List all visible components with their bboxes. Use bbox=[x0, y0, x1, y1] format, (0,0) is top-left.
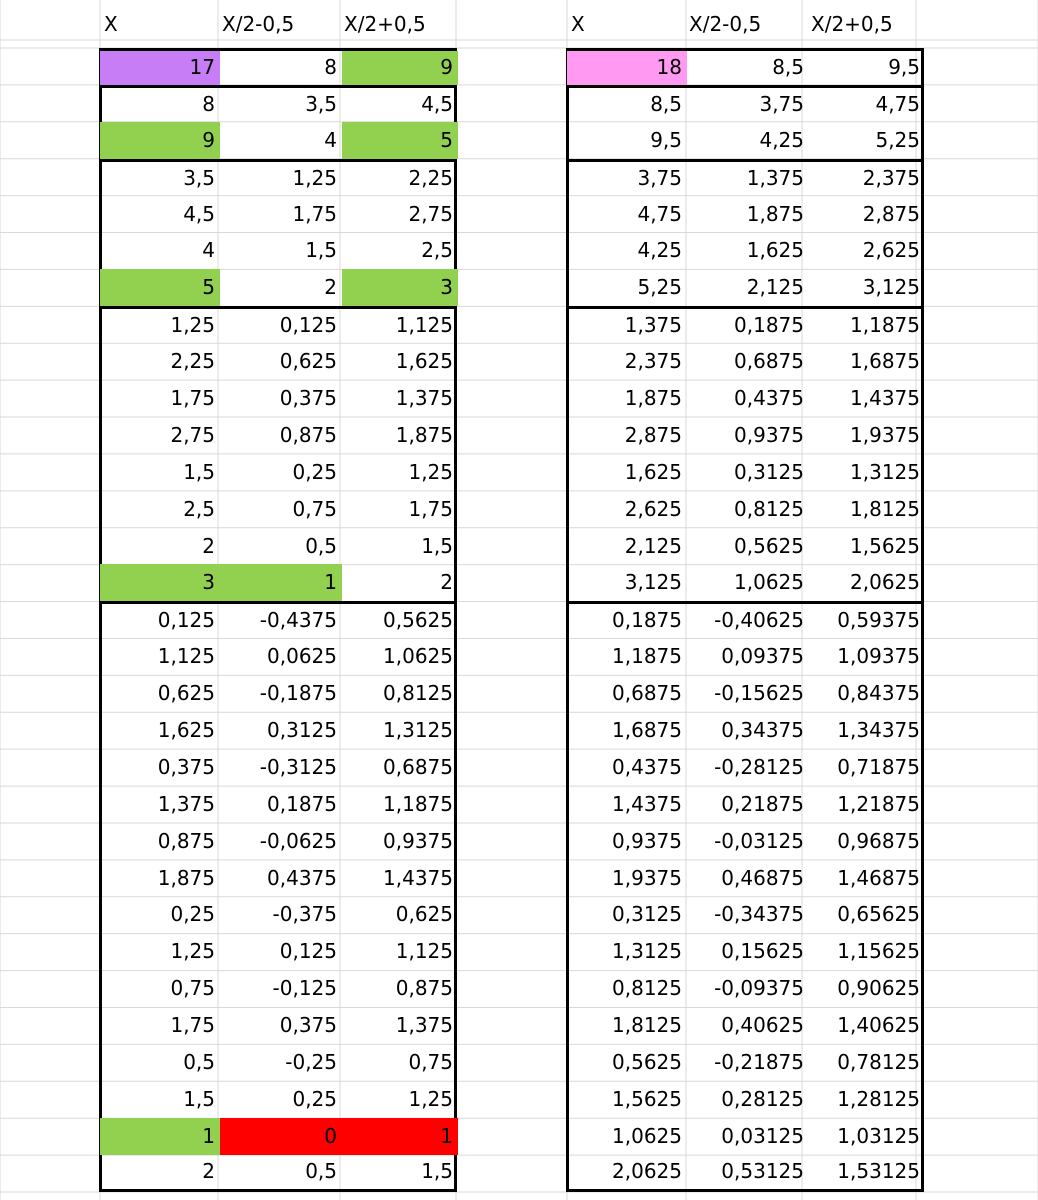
table-cell[interactable]: 1,875 bbox=[624, 386, 682, 411]
table-cell[interactable]: 0,8125 bbox=[383, 681, 453, 706]
table-cell[interactable]: 9,5 bbox=[888, 55, 920, 79]
table-cell[interactable]: 1,375 bbox=[624, 313, 682, 338]
table-cell[interactable]: 3,75 bbox=[759, 91, 804, 116]
table-cell[interactable]: 2,75 bbox=[408, 201, 453, 226]
table-row bbox=[102, 454, 454, 491]
table-cell[interactable]: 0,125 bbox=[279, 313, 337, 338]
table-cell[interactable]: 2,5 bbox=[183, 496, 215, 521]
table-cell[interactable]: 5 bbox=[100, 269, 220, 306]
table-row bbox=[569, 749, 921, 786]
table-cell[interactable]: 0,6875 bbox=[734, 349, 804, 374]
table-row bbox=[569, 1007, 921, 1044]
table-cell[interactable]: 1,5625 bbox=[612, 1086, 682, 1111]
table-row bbox=[102, 1007, 454, 1044]
table-row bbox=[569, 712, 921, 749]
table-cell[interactable]: 0,4375 bbox=[267, 865, 337, 890]
table-cell[interactable]: 1,5 bbox=[305, 238, 337, 263]
table-cell[interactable]: 1,9375 bbox=[850, 422, 920, 447]
table-cell[interactable]: 1,8125 bbox=[612, 1013, 682, 1038]
table-cell[interactable]: 1,375 bbox=[395, 386, 453, 411]
table-cell[interactable]: 5,25 bbox=[875, 127, 920, 152]
column-header[interactable]: X/2-0,5 bbox=[689, 12, 762, 36]
table-cell[interactable]: 4,75 bbox=[875, 91, 920, 116]
table-row bbox=[569, 269, 921, 306]
table-cell[interactable]: 1,9375 bbox=[612, 865, 682, 890]
table-cell[interactable]: 5 bbox=[342, 122, 458, 159]
table-row bbox=[102, 48, 454, 85]
table-row bbox=[569, 343, 921, 380]
table-cell[interactable]: 0,65625 bbox=[837, 902, 920, 927]
table-cell[interactable]: 3,75 bbox=[637, 165, 682, 190]
table-row bbox=[569, 1118, 921, 1155]
table-cell[interactable]: 1,0625 bbox=[734, 570, 804, 595]
table-cell[interactable]: 8 bbox=[202, 91, 215, 116]
table-cell[interactable]: 4,25 bbox=[637, 238, 682, 263]
table-cell[interactable]: -0,34375 bbox=[714, 902, 804, 927]
table-cell[interactable]: 1,1875 bbox=[612, 644, 682, 669]
column-header[interactable]: X bbox=[104, 12, 118, 36]
table-row bbox=[569, 638, 921, 675]
table-row bbox=[102, 1044, 454, 1081]
table-cell[interactable]: 2,25 bbox=[408, 165, 453, 190]
table-cell[interactable]: 3,125 bbox=[862, 275, 920, 300]
table-cell[interactable]: 4,75 bbox=[637, 201, 682, 226]
table-cell[interactable]: 0,625 bbox=[279, 349, 337, 374]
table-cell[interactable]: -0,375 bbox=[272, 902, 337, 927]
table-row bbox=[102, 380, 454, 417]
table-cell[interactable]: 0,4375 bbox=[612, 754, 682, 779]
column-header[interactable]: X bbox=[571, 12, 585, 36]
table-cell[interactable]: 1,3125 bbox=[612, 939, 682, 964]
table-cell[interactable]: 0,5625 bbox=[383, 608, 453, 633]
table-cell[interactable]: 1,4375 bbox=[850, 386, 920, 411]
table-cell[interactable]: 0,875 bbox=[157, 828, 215, 853]
right-table bbox=[567, 8, 923, 1183]
table-row bbox=[102, 675, 454, 712]
table-cell[interactable]: 1,625 bbox=[624, 459, 682, 484]
table-row bbox=[102, 343, 454, 380]
table-cell[interactable]: 0 bbox=[220, 1118, 342, 1155]
table-cell[interactable]: 0,125 bbox=[157, 608, 215, 633]
table-row bbox=[102, 269, 454, 306]
table-row bbox=[569, 454, 921, 491]
table-body bbox=[99, 48, 457, 1192]
table-cell[interactable]: 0,5 bbox=[183, 1050, 215, 1075]
table-cell[interactable]: 2 bbox=[324, 275, 337, 300]
table-cell[interactable]: 2 bbox=[202, 533, 215, 558]
table-cell[interactable]: 4,5 bbox=[421, 91, 453, 116]
table-cell[interactable]: 18 bbox=[567, 51, 687, 85]
table-cell[interactable]: 1,09375 bbox=[837, 644, 920, 669]
table-cell[interactable]: 1,53125 bbox=[837, 1158, 920, 1183]
table-cell[interactable]: 1,40625 bbox=[837, 1013, 920, 1038]
table-cell[interactable]: 0,9375 bbox=[612, 828, 682, 853]
table-cell[interactable]: 2,125 bbox=[624, 533, 682, 558]
table-cell[interactable]: 0,625 bbox=[157, 681, 215, 706]
table-cell[interactable]: 1,25 bbox=[170, 313, 215, 338]
table-row bbox=[569, 1081, 921, 1118]
table-cell[interactable]: -0,03125 bbox=[714, 828, 804, 853]
table-row bbox=[569, 122, 921, 159]
table-row bbox=[569, 380, 921, 417]
table-cell[interactable]: 1,15625 bbox=[837, 939, 920, 964]
table-row bbox=[569, 232, 921, 269]
table-cell[interactable]: 2,375 bbox=[862, 165, 920, 190]
table-row bbox=[569, 48, 921, 85]
table-cell[interactable]: 2,0625 bbox=[612, 1158, 682, 1183]
table-cell[interactable]: -0,15625 bbox=[714, 681, 804, 706]
table-cell[interactable]: 1,875 bbox=[746, 201, 804, 226]
table-cell[interactable]: 0,5625 bbox=[612, 1050, 682, 1075]
table-row bbox=[569, 196, 921, 233]
table-row bbox=[102, 1081, 454, 1118]
table-cell[interactable]: 0,09375 bbox=[721, 644, 804, 669]
table-cell[interactable]: 0,59375 bbox=[837, 608, 920, 633]
table-cell[interactable]: 5,25 bbox=[637, 275, 682, 300]
header-row bbox=[100, 8, 456, 40]
table-cell[interactable]: 0,375 bbox=[157, 754, 215, 779]
table-cell[interactable]: 0,0625 bbox=[267, 644, 337, 669]
table-cell[interactable]: 0,15625 bbox=[721, 939, 804, 964]
table-cell[interactable]: 1 bbox=[220, 564, 342, 601]
table-cell[interactable]: 1,4375 bbox=[612, 791, 682, 816]
table-row bbox=[102, 1118, 454, 1155]
table-cell[interactable]: 0,25 bbox=[292, 459, 337, 484]
table-row bbox=[102, 306, 454, 343]
table-cell[interactable]: 0,5 bbox=[305, 1158, 337, 1183]
table-cell[interactable]: 1,5 bbox=[421, 533, 453, 558]
table-cell[interactable]: 1,125 bbox=[157, 644, 215, 669]
table-cell[interactable]: 0,53125 bbox=[721, 1158, 804, 1183]
table-cell[interactable]: 1,46875 bbox=[837, 865, 920, 890]
table-cell[interactable]: 0,9375 bbox=[383, 828, 453, 853]
table-cell[interactable]: 1,75 bbox=[292, 201, 337, 226]
table-row bbox=[569, 896, 921, 933]
table-cell[interactable]: 2,875 bbox=[624, 422, 682, 447]
table-row bbox=[102, 896, 454, 933]
table-cell[interactable]: 1,0625 bbox=[612, 1123, 682, 1148]
table-cell[interactable]: 1,25 bbox=[408, 1086, 453, 1111]
table-cell[interactable]: 8,5 bbox=[772, 55, 804, 79]
table-cell[interactable]: 8 bbox=[324, 55, 337, 79]
table-row bbox=[102, 417, 454, 454]
table-cell[interactable]: 0,1875 bbox=[267, 791, 337, 816]
table-row bbox=[569, 85, 921, 122]
table-cell[interactable]: 1,125 bbox=[395, 939, 453, 964]
table-cell[interactable]: 0,1875 bbox=[734, 313, 804, 338]
table-cell[interactable]: 1,25 bbox=[292, 165, 337, 190]
table-row bbox=[102, 823, 454, 860]
table-cell[interactable]: 1,75 bbox=[408, 496, 453, 521]
table-cell[interactable]: 4,5 bbox=[183, 201, 215, 226]
table-cell[interactable]: 1,0625 bbox=[383, 644, 453, 669]
table-cell[interactable]: 2 bbox=[440, 570, 453, 595]
table-row bbox=[102, 933, 454, 970]
table-row bbox=[102, 232, 454, 269]
column-header[interactable]: X/2+0,5 bbox=[344, 12, 426, 36]
table-cell[interactable]: -0,28125 bbox=[714, 754, 804, 779]
table-cell[interactable]: 0,75 bbox=[292, 496, 337, 521]
table-cell[interactable]: 0,3125 bbox=[612, 902, 682, 927]
table-cell[interactable]: 0,1875 bbox=[612, 608, 682, 633]
table-cell[interactable]: 0,25 bbox=[292, 1086, 337, 1111]
table-row bbox=[569, 1044, 921, 1081]
table-row bbox=[569, 528, 921, 565]
table-cell[interactable]: 1,625 bbox=[395, 349, 453, 374]
table-row bbox=[569, 1155, 921, 1192]
table-cell[interactable]: 1,875 bbox=[157, 865, 215, 890]
table-cell[interactable]: 3 bbox=[100, 564, 220, 601]
table-row bbox=[102, 601, 454, 638]
table-cell[interactable]: 1,375 bbox=[746, 165, 804, 190]
table-cell[interactable]: 0,25 bbox=[170, 902, 215, 927]
table-cell[interactable]: 1,375 bbox=[157, 791, 215, 816]
table-cell[interactable]: 3,125 bbox=[624, 570, 682, 595]
table-row bbox=[102, 528, 454, 565]
table-cell[interactable]: -0,0625 bbox=[259, 828, 337, 853]
table-cell[interactable]: 1,5625 bbox=[850, 533, 920, 558]
table-row bbox=[102, 638, 454, 675]
table-cell[interactable]: 3 bbox=[342, 269, 458, 306]
table-cell[interactable]: 0,6875 bbox=[383, 754, 453, 779]
table-cell[interactable]: 0,78125 bbox=[837, 1050, 920, 1075]
table-cell[interactable]: 0,75 bbox=[170, 976, 215, 1001]
table-cell[interactable]: 1,5 bbox=[183, 1086, 215, 1111]
table-row bbox=[102, 122, 454, 159]
table-cell[interactable]: 0,84375 bbox=[837, 681, 920, 706]
table-cell[interactable]: 0,3125 bbox=[734, 459, 804, 484]
left-table bbox=[100, 8, 456, 1183]
table-cell[interactable]: 0,5 bbox=[305, 533, 337, 558]
table-cell[interactable]: 1,25 bbox=[408, 459, 453, 484]
table-cell[interactable]: 2,0625 bbox=[850, 570, 920, 595]
table-cell[interactable]: 1,3125 bbox=[850, 459, 920, 484]
table-cell[interactable]: -0,21875 bbox=[714, 1050, 804, 1075]
table-cell[interactable]: 0,875 bbox=[279, 422, 337, 447]
table-row bbox=[569, 159, 921, 196]
table-cell[interactable]: 1,28125 bbox=[837, 1086, 920, 1111]
table-cell[interactable]: 1,75 bbox=[170, 1013, 215, 1038]
table-cell[interactable]: 0,625 bbox=[395, 902, 453, 927]
table-cell[interactable]: 1,25 bbox=[170, 939, 215, 964]
table-cell[interactable]: 1,34375 bbox=[837, 718, 920, 743]
table-cell[interactable]: 1,875 bbox=[395, 422, 453, 447]
table-row bbox=[102, 1155, 454, 1192]
table-cell[interactable]: 0,03125 bbox=[721, 1123, 804, 1148]
table-row bbox=[102, 196, 454, 233]
table-row bbox=[569, 491, 921, 528]
table-cell[interactable]: 9 bbox=[100, 122, 220, 159]
table-cell[interactable]: 1,4375 bbox=[383, 865, 453, 890]
table-cell[interactable]: -0,3125 bbox=[259, 754, 337, 779]
table-row bbox=[102, 564, 454, 601]
table-cell[interactable]: 2,875 bbox=[862, 201, 920, 226]
table-cell[interactable]: 0,5625 bbox=[734, 533, 804, 558]
table-cell[interactable]: -0,125 bbox=[272, 976, 337, 1001]
table-row bbox=[102, 712, 454, 749]
table-cell[interactable]: 0,375 bbox=[279, 1013, 337, 1038]
table-row bbox=[102, 860, 454, 897]
table-cell[interactable]: -0,40625 bbox=[714, 608, 804, 633]
column-header[interactable]: X/2+0,5 bbox=[811, 12, 893, 36]
table-row bbox=[569, 933, 921, 970]
table-cell[interactable]: 2 bbox=[202, 1158, 215, 1183]
table-cell[interactable]: 3,5 bbox=[305, 91, 337, 116]
table-row bbox=[569, 860, 921, 897]
header-row bbox=[567, 8, 923, 40]
table-cell[interactable]: 1,8125 bbox=[850, 496, 920, 521]
table-row bbox=[569, 564, 921, 601]
table-cell[interactable]: 0,90625 bbox=[837, 976, 920, 1001]
table-cell[interactable]: 1 bbox=[100, 1118, 220, 1155]
table-cell[interactable]: 1,6875 bbox=[850, 349, 920, 374]
table-cell[interactable]: 0,34375 bbox=[721, 718, 804, 743]
table-row bbox=[102, 786, 454, 823]
table-row bbox=[569, 306, 921, 343]
table-cell[interactable]: 0,3125 bbox=[267, 718, 337, 743]
table-cell[interactable]: 0,4375 bbox=[734, 386, 804, 411]
table-cell[interactable]: 1,125 bbox=[395, 313, 453, 338]
table-cell[interactable]: 1 bbox=[342, 1118, 458, 1155]
table-cell[interactable]: 0,8125 bbox=[734, 496, 804, 521]
table-cell[interactable]: 2,125 bbox=[746, 275, 804, 300]
table-cell[interactable]: 2,625 bbox=[624, 496, 682, 521]
table-cell[interactable]: 0,96875 bbox=[837, 828, 920, 853]
column-header[interactable]: X/2-0,5 bbox=[222, 12, 295, 36]
table-cell[interactable]: 1,1875 bbox=[383, 791, 453, 816]
table-cell[interactable]: -0,4375 bbox=[259, 608, 337, 633]
table-cell[interactable]: -0,1875 bbox=[259, 681, 337, 706]
table-body bbox=[566, 48, 924, 1192]
table-cell[interactable]: 0,875 bbox=[395, 976, 453, 1001]
table-cell[interactable]: -0,09375 bbox=[714, 976, 804, 1001]
table-cell[interactable]: 0,6875 bbox=[612, 681, 682, 706]
table-cell[interactable]: 0,71875 bbox=[837, 754, 920, 779]
table-cell[interactable]: 2,5 bbox=[421, 238, 453, 263]
table-cell[interactable]: 1,625 bbox=[746, 238, 804, 263]
table-cell[interactable]: 1,21875 bbox=[837, 791, 920, 816]
table-cell[interactable]: 17 bbox=[100, 51, 220, 85]
table-cell[interactable]: 4 bbox=[324, 127, 337, 152]
table-cell[interactable]: 2,75 bbox=[170, 422, 215, 447]
table-cell[interactable]: 2,375 bbox=[624, 349, 682, 374]
table-cell[interactable]: 0,21875 bbox=[721, 791, 804, 816]
table-cell[interactable]: 9 bbox=[342, 51, 458, 85]
table-cell[interactable]: 8,5 bbox=[650, 91, 682, 116]
table-row bbox=[102, 749, 454, 786]
table-row bbox=[102, 85, 454, 122]
table-cell[interactable]: 1,1875 bbox=[850, 313, 920, 338]
table-cell[interactable]: 1,625 bbox=[157, 718, 215, 743]
table-row bbox=[569, 786, 921, 823]
table-cell[interactable]: 2,625 bbox=[862, 238, 920, 263]
table-cell[interactable]: 1,5 bbox=[183, 459, 215, 484]
table-cell[interactable]: 1,75 bbox=[170, 386, 215, 411]
table-row bbox=[569, 601, 921, 638]
table-row bbox=[569, 823, 921, 860]
table-row bbox=[569, 417, 921, 454]
table-cell[interactable]: 1,5 bbox=[421, 1158, 453, 1183]
table-row bbox=[102, 970, 454, 1007]
table-cell[interactable]: 1,03125 bbox=[837, 1123, 920, 1148]
table-row bbox=[569, 970, 921, 1007]
table-cell[interactable]: 0,75 bbox=[408, 1050, 453, 1075]
table-cell[interactable]: 0,28125 bbox=[721, 1086, 804, 1111]
table-cell[interactable]: 3,5 bbox=[183, 165, 215, 190]
table-cell[interactable]: 0,375 bbox=[279, 386, 337, 411]
table-row bbox=[102, 159, 454, 196]
table-cell[interactable]: 0,125 bbox=[279, 939, 337, 964]
table-cell[interactable]: 1,6875 bbox=[612, 718, 682, 743]
table-cell[interactable]: -0,25 bbox=[285, 1050, 337, 1075]
table-cell[interactable]: 0,9375 bbox=[734, 422, 804, 447]
table-cell[interactable]: 0,40625 bbox=[721, 1013, 804, 1038]
table-cell[interactable]: 4,25 bbox=[759, 127, 804, 152]
table-row bbox=[569, 675, 921, 712]
table-cell[interactable]: 1,375 bbox=[395, 1013, 453, 1038]
table-cell[interactable]: 0,8125 bbox=[612, 976, 682, 1001]
table-cell[interactable]: 1,3125 bbox=[383, 718, 453, 743]
table-cell[interactable]: 4 bbox=[202, 238, 215, 263]
table-row bbox=[102, 491, 454, 528]
table-cell[interactable]: 9,5 bbox=[650, 127, 682, 152]
table-cell[interactable]: 0,46875 bbox=[721, 865, 804, 890]
table-cell[interactable]: 2,25 bbox=[170, 349, 215, 374]
